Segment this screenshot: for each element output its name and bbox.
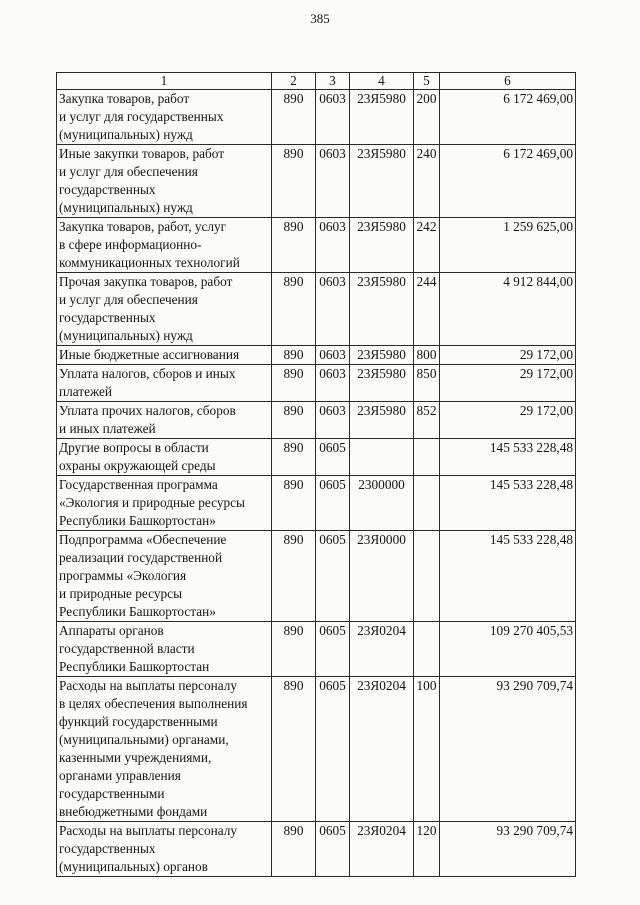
admin-code-cell: 890 (272, 531, 316, 622)
amount-cell: 145 533 228,48 (440, 439, 576, 476)
section-code-cell: 0605 (316, 822, 350, 877)
section-code-cell: 0603 (316, 90, 350, 145)
amount-cell: 145 533 228,48 (440, 531, 576, 622)
target-article-cell: 23Я5980 (350, 145, 414, 218)
table-row (57, 273, 576, 346)
table-row (57, 677, 576, 822)
row-name-cell: Закупка товаров, работ, услуг в сфере информационно- коммуникационных технологий (57, 218, 272, 273)
amount-cell: 29 172,00 (440, 402, 576, 439)
admin-code-cell: 890 (272, 218, 316, 273)
row-name-cell: Закупка товаров, работ и услуг для государственных (муниципальных) нужд (57, 90, 272, 145)
admin-code-cell: 890 (272, 622, 316, 677)
section-code-cell: 0603 (316, 273, 350, 346)
amount-cell: 93 290 709,74 (440, 822, 576, 877)
expense-type-cell: 852 (414, 402, 440, 439)
row-name-cell: Прочая закупка товаров, работ и услуг для обеспечения государственных (муниципальных) нужд (57, 273, 272, 346)
budget-table (56, 72, 576, 877)
amount-cell: 145 533 228,48 (440, 476, 576, 531)
amount-cell: 109 270 405,53 (440, 622, 576, 677)
admin-code-cell: 890 (272, 822, 316, 877)
section-code-cell: 0603 (316, 145, 350, 218)
section-code-cell: 0605 (316, 677, 350, 822)
table-row (57, 622, 576, 677)
table-row (57, 402, 576, 439)
expense-type-cell: 800 (414, 346, 440, 365)
table-row (57, 476, 576, 531)
table-row (57, 531, 576, 622)
table-row (57, 439, 576, 476)
section-code-cell: 0603 (316, 346, 350, 365)
table-row (57, 365, 576, 402)
target-article-cell: 23Я0204 (350, 622, 414, 677)
amount-cell: 29 172,00 (440, 365, 576, 402)
column-header: 6 (440, 73, 576, 90)
target-article-cell: 23Я5980 (350, 273, 414, 346)
row-name-cell: Аппараты органов государственной власти Республики Башкортостан (57, 622, 272, 677)
expense-type-cell: 850 (414, 365, 440, 402)
section-code-cell: 0603 (316, 365, 350, 402)
column-header: 2 (272, 73, 316, 90)
section-code-cell: 0605 (316, 439, 350, 476)
table-row (57, 90, 576, 145)
expense-type-cell: 244 (414, 273, 440, 346)
row-name-cell: Расходы на выплаты персоналу государственных (муниципальных) органов (57, 822, 272, 877)
section-code-cell: 0603 (316, 402, 350, 439)
admin-code-cell: 890 (272, 677, 316, 822)
table-row (57, 346, 576, 365)
admin-code-cell: 890 (272, 365, 316, 402)
target-article-cell: 23Я5980 (350, 346, 414, 365)
admin-code-cell: 890 (272, 439, 316, 476)
section-code-cell: 0603 (316, 218, 350, 273)
target-article-cell: 23Я5980 (350, 90, 414, 145)
column-header: 5 (414, 73, 440, 90)
column-header: 3 (316, 73, 350, 90)
target-article-cell (350, 439, 414, 476)
row-name-cell: Уплата налогов, сборов и иных платежей (57, 365, 272, 402)
column-header: 4 (350, 73, 414, 90)
expense-type-cell (414, 476, 440, 531)
row-name-cell: Расходы на выплаты персоналу в целях обеспечения выполнения функций государственными (муниципальными) органами, казенными учреждениями, органами управления государственными внебюджетными фондами (57, 677, 272, 822)
admin-code-cell: 890 (272, 273, 316, 346)
admin-code-cell: 890 (272, 346, 316, 365)
expense-type-cell: 240 (414, 145, 440, 218)
row-name-cell: Другие вопросы в области охраны окружающей среды (57, 439, 272, 476)
amount-cell: 1 259 625,00 (440, 218, 576, 273)
expense-type-cell: 242 (414, 218, 440, 273)
amount-cell: 29 172,00 (440, 346, 576, 365)
column-header-row (57, 73, 576, 90)
row-name-cell: Иные бюджетные ассигнования (57, 346, 272, 365)
target-article-cell: 23Я5980 (350, 218, 414, 273)
admin-code-cell: 890 (272, 402, 316, 439)
admin-code-cell: 890 (272, 476, 316, 531)
target-article-cell: 23Я5980 (350, 365, 414, 402)
admin-code-cell: 890 (272, 90, 316, 145)
expense-type-cell (414, 622, 440, 677)
table-row (57, 218, 576, 273)
target-article-cell: 23Я5980 (350, 402, 414, 439)
target-article-cell: 23Я0204 (350, 822, 414, 877)
amount-cell: 93 290 709,74 (440, 677, 576, 822)
section-code-cell: 0605 (316, 531, 350, 622)
amount-cell: 6 172 469,00 (440, 90, 576, 145)
target-article-cell: 2300000 (350, 476, 414, 531)
expense-type-cell: 200 (414, 90, 440, 145)
expense-type-cell: 100 (414, 677, 440, 822)
row-name-cell: Подпрограмма «Обеспечение реализации государственной программы «Экология и природные ресурсы Республики Башкортостан» (57, 531, 272, 622)
row-name-cell: Государственная программа «Экология и природные ресурсы Республики Башкортостан» (57, 476, 272, 531)
section-code-cell: 0605 (316, 476, 350, 531)
table-row (57, 822, 576, 877)
column-header: 1 (57, 73, 272, 90)
amount-cell: 6 172 469,00 (440, 145, 576, 218)
expense-type-cell (414, 531, 440, 622)
admin-code-cell: 890 (272, 145, 316, 218)
target-article-cell: 23Я0204 (350, 677, 414, 822)
target-article-cell: 23Я0000 (350, 531, 414, 622)
row-name-cell: Уплата прочих налогов, сборов и иных платежей (57, 402, 272, 439)
expense-type-cell: 120 (414, 822, 440, 877)
row-name-cell: Иные закупки товаров, работ и услуг для обеспечения государственных (муниципальных) нужд (57, 145, 272, 218)
amount-cell: 4 912 844,00 (440, 273, 576, 346)
expense-type-cell (414, 439, 440, 476)
section-code-cell: 0605 (316, 622, 350, 677)
table-row (57, 145, 576, 218)
page-number: 385 (310, 11, 330, 26)
